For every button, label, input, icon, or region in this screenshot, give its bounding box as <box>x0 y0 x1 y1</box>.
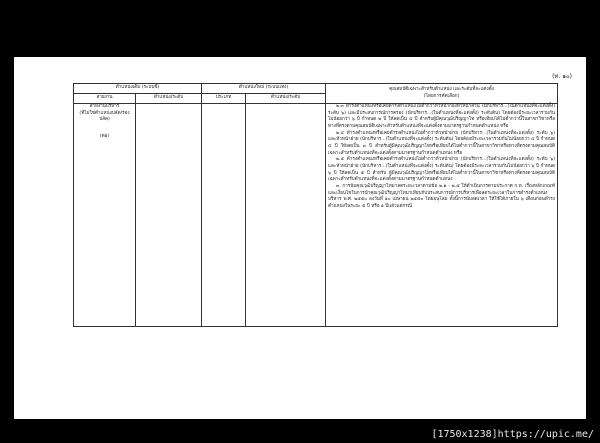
unit-note: (ที่ไม่ใช่ตำแหน่งปลัด/รองปลัด) <box>79 110 130 123</box>
watermark: [1750x1238]https://upic.me/ <box>431 429 594 440</box>
header-category: ประเภท <box>202 94 246 104</box>
header-new-position-level: ตำแหน่ง/ระดับ <box>246 94 326 104</box>
header-qualifications <box>326 84 558 104</box>
category-cell <box>202 104 246 327</box>
qualifications-cell <box>326 104 558 327</box>
line-of-work-cell <box>74 104 136 327</box>
page-number: (ท. ๑๐) <box>552 73 572 80</box>
document-page <box>14 57 586 419</box>
old-position-level-cell <box>136 104 202 327</box>
header-new-position: ตำแหน่งใหม่ (ระบบแท่ง) <box>202 84 326 94</box>
table-row <box>74 104 558 327</box>
qualification-table <box>73 83 558 327</box>
qualification-paragraph: ๒.๓ ดำรงตำแหน่งหรือเคยดำรงตำแหน่งไม่ต่ำกว่าหัวหน้ากองหัวหน้าส่วน (นักบริหาร...(ในตำแหน่งที่จะแต่งตั้ง) ระดับ ๖) และมีประสบการณ์การครอง (นักบริหาร...(ในตำแหน่งที่จะแต่งตั้ง) ระดับต้น) โดยต้องมีระยะเวลารวมกันไม่น้อยกว่า ๖ ปี กำหนด ๒ ปี ให้ลดเป็น ๔ ปี สำหรับผู้มีคุณวุฒิปริญญาโท หรือเทียบได้ไม่ต่ำกว่านี้ในสาขาวิชาหรือทางที่ตรงตามคุณสมบัติเฉพาะสำหรับตำแหน่งที่จะแต่งตั้งตามมาตรฐานกำหนดตำแหน่ง หรือ <box>328 104 556 129</box>
new-position-level-cell <box>246 104 326 327</box>
header-old-position: ตำแหน่งเดิม (ระบบซี) <box>74 84 202 94</box>
header-qualifications-title: คุณสมบัติเฉพาะสำหรับตำแหน่ง และระดับที่จะแต่งตั้ง <box>389 86 494 92</box>
header-qualifications-sub: (โดยการคัดเลือก) <box>423 93 460 99</box>
unit-name: สายงานบริหาร <box>89 104 120 109</box>
qualification-paragraph: ๓. การนับคุณวุฒิปริญญาโทมาลดระยะเวลาตามข้อ ๒.๑ - ๒.๕ ให้ดำเนินการตามประกาศ ก.ท. เรื่องหลักเกณฑ์และเงื่อนไขในการนำคุณวุฒิปริญญาโทมาเทียบกับประสบการณ์การบริหารเพื่อลดระยะเวลาในการดำรงตำแหน่งบริหาร พ.ศ. ๒๕๕๐ ลงวันที่ ๑๐ เมษายน ๒๕๕๐ โดยอนุโลม ทั้งนี้การนับลดเวลา ให้ใช้ได้ภายใน ๖ เดือนก่อนดำรงตำแหน่งในระยะ ๕ ปี หรือ ๑ ปีแล้วแต่กรณี <box>328 183 556 209</box>
qualification-paragraph: ๒.๕ ดำรงตำแหน่งหรือเคยดำรงตำแหน่งไม่ต่ำกว่าหัวหน้าฝ่าย (นักบริหาร...(ในตำแหน่งที่จะแต่งตั้ง) ระดับ ๖) และหัวหน้าฝ่าย (นักบริหาร...(ในตำแหน่งที่จะแต่งตั้ง) ระดับต้น) โดยต้องมีระยะเวลารวมกันไม่น้อยกว่า ๖ ปี กำหนด ๖ ปี ให้ลดเป็น ๕ ปี สำหรับ ผู้มีคุณวุฒิปริญญาโทหรือเทียบได้ไม่ต่ำกว่านี้ในสาขาวิชาหรือทางที่ตรงตามคุณสมบัติเฉพาะสำหรับตำแหน่งที่จะแต่งตั้งตามมาตรฐานกำหนดตำแหน่ง <box>328 157 556 183</box>
header-line-of-work: สายงาน <box>74 94 136 104</box>
header-row-1 <box>74 84 558 94</box>
qualification-paragraph: ๒.๔ ดำรงตำแหน่งหรือเคยดำรงตำแหน่งไม่ต่ำกว่าหัวหน้าฝ่าย (นักบริหาร...(ในตำแหน่งที่จะแต่งตั้ง) ระดับ ๖) และหัวหน้าฝ่าย (นักบริหาร...(ในตำแหน่งที่จะแต่งตั้ง) ระดับต้น) โดยต้องมีระยะเวลารวมกันไม่น้อยกว่า ๔ ปี กำหนด ๔ ปี ให้ลดเป็น ๓ ปี สำหรับผู้มีคุณวุฒิปริญญาโทหรือเทียบได้ไม่ต่ำกว่านี้ในสาขาวิชาหรือทางที่ตรงตามคุณสมบัติเฉพาะสำหรับตำแหน่งที่จะแต่งตั้งตามมาตรฐานกำหนดตำแหน่ง หรือ <box>328 130 556 156</box>
continued-label: (ต่อ) <box>99 133 110 139</box>
header-old-position-level: ตำแหน่ง/ระดับ <box>136 94 202 104</box>
